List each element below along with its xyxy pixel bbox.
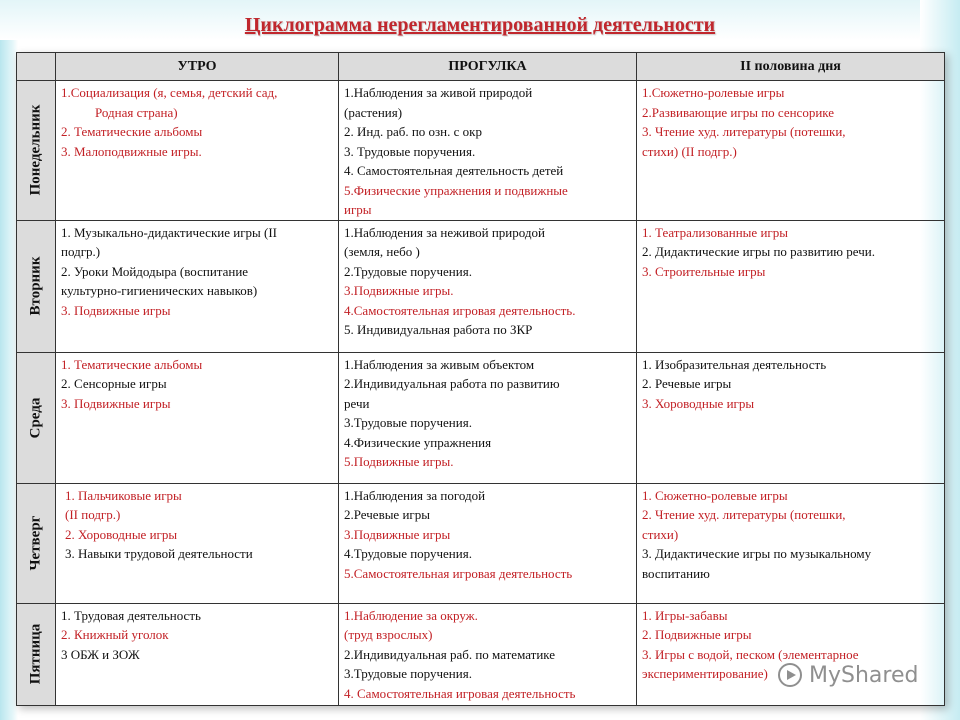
activity-line: 1.Наблюдения за неживой природой [344,224,545,240]
activity-line: игры [344,202,372,217]
activity-line: 4.Трудовые поручения. [344,546,472,561]
cell-afternoon [637,483,945,603]
activity-line: 1. Изобразительная деятельность [642,356,827,372]
activity-line: 2.Речевые игры [344,507,430,522]
activity-line: 2.Трудовые поручения. [344,263,472,279]
activity-line: 2.Развивающие игры по сенсорике [642,104,835,120]
activity-line: 2. Книжный уголок [61,627,169,642]
activity-line: 1.Наблюдения за живой природой [344,85,533,100]
activity-line: 2. Чтение худ. литературы (потешки, [642,507,846,522]
activity-line: (земля, небо ) [344,244,420,259]
day-cell [17,220,56,352]
watermark-text: MyShared [809,662,919,688]
page-title: Циклограмма нерегламентированной деятельности [244,14,716,36]
activity-line: 2. Инд. раб. по озн. с окр [344,124,482,139]
activity-line: 1. Игры-забавы [642,607,728,623]
activity-line: 2. Тематические альбомы [61,124,203,139]
activity-line: 3 ОБЖ и ЗОЖ [61,646,140,662]
header-walk: ПРОГУЛКА [339,53,637,81]
day-label: Вторник [27,256,44,316]
activity-line: 1. Театрализованные игры [642,224,788,240]
activity-line: 2. Хороводные игры [65,526,178,542]
cell-walk [339,603,637,705]
activity-line: 1. Сюжетно-ролевые игры [642,487,788,503]
cell-walk [339,352,637,483]
cell-afternoon [637,81,945,221]
activity-line: 3. Хороводные игры [642,395,755,411]
activity-line: 1. Трудовая деятельность [61,607,201,623]
activity-line: 2.Индивидуальная раб. по математике [344,646,556,662]
activity-line: (растения) [344,104,403,120]
activity-line: 5.Физические упражнения и подвижные [344,182,568,198]
activity-line: культурно-гигиенических навыков) [61,283,258,298]
table-row [17,81,945,221]
header-corner [17,53,56,81]
day-cell [17,352,56,483]
activity-line: 5.Самостоятельная игровая деятельность [344,565,573,581]
myshared-logo-icon [777,662,803,688]
activity-line: 4. Самостоятельная игровая деятельность [344,685,576,701]
day-cell [17,483,56,603]
cell-morning [56,220,339,352]
schedule-table [16,52,945,706]
activity-line: 3. Трудовые поручения. [344,143,476,159]
activity-line: 2. Подвижные игры [642,627,752,642]
activity-line: 4.Физические упражнения [344,434,492,450]
activity-line: 2.Индивидуальная работа по развитию [344,376,560,391]
header-morning: УТРО [56,53,339,81]
activity-line: речи [344,395,370,411]
activity-line: подгр.) [61,244,101,259]
cell-walk [339,220,637,352]
activity-line: 2. Дидактические игры по развитию речи. [642,244,875,259]
activity-line: 1. Музыкально-дидактические игры (II [61,224,278,240]
cell-morning [56,483,339,603]
activity-line: 1. Тематические альбомы [61,356,203,372]
day-label: Пятница [27,623,44,685]
activity-line: 1.Сюжетно-ролевые игры [642,85,785,100]
activity-line: 3.Подвижные игры. [344,283,454,298]
activity-line: 2. Уроки Мойдодыра (воспитание [61,263,249,279]
activity-line: 3.Трудовые поручения. [344,415,472,430]
header-row [17,53,945,81]
activity-line: 1.Наблюдения за погодой [344,487,486,503]
table-row [17,483,945,603]
activity-line: (II подгр.) [65,507,121,522]
cell-walk [339,81,637,221]
activity-line: воспитанию [642,565,710,581]
table-row [17,220,945,352]
header-afternoon: II половина дня [637,53,945,81]
activity-line: 3. Дидактические игры по музыкальному [642,546,872,561]
activity-line: 3. Игры с водой, песком (элементарное [642,646,859,662]
activity-line: 1.Социализация (я, семья, детский сад, [61,85,278,100]
activity-line: 3. Малоподвижные игры. [61,143,202,159]
watermark [777,660,918,690]
activity-line: 1.Наблюдение за окруж. [344,607,478,623]
day-label: Четверг [27,515,44,571]
activity-line: 2. Сенсорные игры [61,376,167,391]
activity-line: 3. Навыки трудовой деятельности [65,546,253,561]
table-row [17,352,945,483]
activity-line: 3.Подвижные игры [344,526,451,542]
day-label: Понедельник [27,104,44,196]
activity-line: 5. Индивидуальная работа по ЗКР [344,322,533,337]
cell-morning [56,352,339,483]
cell-morning [56,603,339,705]
activity-line: 1.Наблюдения за живым объектом [344,356,535,372]
activity-line: 3.Трудовые поручения. [344,666,472,681]
activity-line: 3. Строительные игры [642,263,766,279]
day-cell [17,603,56,705]
activity-line: стихи) (II подгр.) [642,143,737,159]
cell-afternoon [637,220,945,352]
cell-morning [56,81,339,221]
activity-line: 5.Подвижные игры. [344,454,454,469]
cell-afternoon [637,352,945,483]
activity-line: стихи) [642,526,679,542]
activity-line: (труд взрослых) [344,627,433,642]
activity-line: Родная страна) [95,104,178,120]
day-label: Среда [27,397,44,438]
day-cell [17,81,56,221]
activity-line: 4.Самостоятельная игровая деятельность. [344,302,576,318]
activity-line: 4. Самостоятельная деятельность детей [344,163,564,178]
activity-line: 1. Пальчиковые игры [65,487,182,503]
activity-line: 3. Подвижные игры [61,302,171,318]
activity-line: 2. Речевые игры [642,376,732,391]
activity-line: 3. Чтение худ. литературы (потешки, [642,124,846,139]
activity-line: экспериментирование) [642,666,768,681]
cell-walk [339,483,637,603]
activity-line: 3. Подвижные игры [61,395,171,411]
